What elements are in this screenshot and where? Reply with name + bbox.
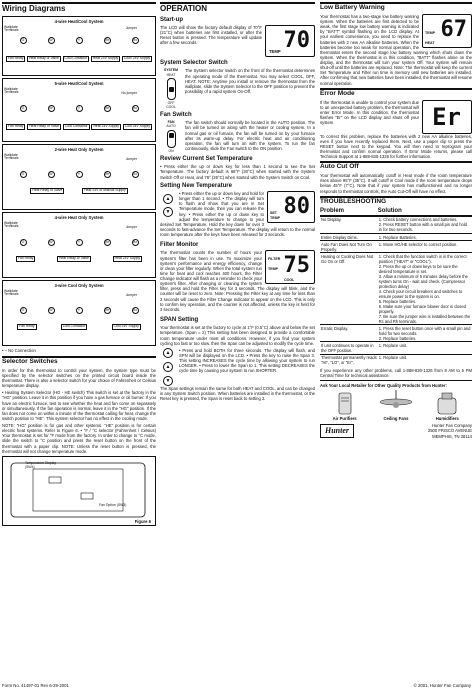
lcd-filter-label: FILTER: [268, 257, 281, 262]
terminal-Rh: Rh: [104, 106, 110, 111]
diagram-4wire-heat-only: [2, 212, 156, 278]
review-text: • Press either the up or down key for less than 1 second to see the Set Temperature. The factory default is 68°F (20°C) when started with the System Switch Off or Heat, and 78° (26°C) when started with the System Switch on Cool.: [160, 164, 315, 180]
switch-label: ON: [168, 148, 174, 153]
humidifier-icon: [432, 390, 462, 416]
load-box: Cool Contactor: [64, 123, 88, 128]
switch-label: COOL: [166, 104, 176, 109]
lcd-temp-value: 70: [283, 28, 310, 54]
wallplate-label: Wallplate Terminals: [4, 86, 19, 95]
load-row: [3, 187, 155, 195]
terminal-Rc: Rc: [132, 240, 138, 245]
lcd-temp-value: 67: [440, 16, 467, 42]
load-box: Cool Contactor: [62, 323, 86, 328]
product-ceiling-fan: [379, 390, 413, 421]
lcd-startup: [265, 25, 315, 57]
system-switch[interactable]: [167, 78, 176, 100]
selector-title: Selector Switches: [2, 356, 156, 366]
lcd-low-battery: [422, 14, 472, 48]
terminal-W: W: [49, 308, 53, 313]
diagram-title: 5-wire Heat/Cool System: [54, 80, 104, 86]
terminal-Rc: Rc: [132, 38, 138, 43]
lcd-temp-value: 80: [283, 194, 310, 219]
lcd-label: SET TEMP: [270, 211, 280, 220]
lcd-error-value: Er: [432, 102, 461, 131]
problem-cell: Entire Display Dims.: [320, 234, 378, 241]
temp-display-label: Temperature Display (SW4): [25, 460, 57, 469]
hunter-logo: Hunter: [320, 424, 354, 438]
load-box: Heat Relay or Valve: [29, 123, 60, 128]
up-key-icon[interactable]: ▲: [163, 362, 173, 372]
product-label: Air Purifiers: [332, 416, 357, 422]
problem-cell: Heating or Cooling Does Not Go On or Off.: [320, 253, 378, 325]
fan-switch-text: The fan switch should normally be located in the AUTO position. The fan will be turned on along with the heater or cooling system. In a normal gas or oil furnace, the fan will be turned on by your furnace after its warm-up delay. For electric heat and air conditioning operation, the fan will turn on with the system. To run the fan continuously, slide the Fan switch to the ON position.: [185, 120, 315, 151]
terminal-G: G: [20, 239, 27, 246]
terminal-row: [3, 104, 155, 113]
no-connection-legend: • – No Connection: [2, 347, 36, 353]
lcd-error: [422, 100, 472, 134]
terminal-W: W: [49, 106, 53, 111]
terminal-G: G: [20, 105, 27, 112]
solution-cell: 1. Replace unit.: [378, 354, 472, 366]
terminal-Y: Y: [76, 171, 83, 178]
wiring-column: [2, 2, 156, 526]
problem-header: Problem: [320, 207, 345, 214]
fan-option-label: Fan Option (SW3): [99, 502, 127, 507]
system-selector-text: The System selector switch on the front of the thermostat determines the operating mode of the thermostat. You may select COOL, OFF, HEAT. NOTE: Anytime you install or remove the thermostat from the wallplate, slide the System Selector to the OFF position to prevent the possibility of a rapid system On-Off.: [185, 68, 315, 94]
diagram-title: 4-wire Heat/Cool System: [54, 18, 104, 24]
troubleshooting-note: If you experience any other problems, call 1-888-830-1326 from 8 AM to 5 PM Central Time for technical assistance.: [320, 367, 472, 378]
table-row: [320, 325, 472, 342]
startup-title: Start-up: [160, 16, 183, 23]
down-key-icon[interactable]: ▼: [163, 376, 173, 386]
terminal-Rc: Rc: [132, 308, 138, 313]
low-battery-title: Low Battery Warning: [320, 2, 472, 12]
load-box: Fan Relay: [17, 255, 34, 260]
selector-hg-he: • Heating System Selector (HG - HE switch) This switch is set at the factory in the "HG" position. Leave it in this position if you have a gas furnace or oil burner. If you have an electric furnace, test to see whether the heat and fan come on separately or simultaneously. If the fan operation is normal, leave it in the "HG" position. If the fan does not come on within a minute of the thermostat calling for heat, change the switch position to "HE". This system selector has no effect in the cooling mode.: [2, 390, 156, 421]
updown-keys: [160, 194, 176, 217]
figure-caption: Figure 6: [134, 518, 151, 524]
terminal-Rc: Rc: [132, 106, 138, 111]
selector-fc: NOTE: "HG" position is for gas and other systems. "HE" position is for certain electric heat systems. Refer to Figure 6. • °F / °C selector (Fahrenheit / Celsius) Your thermostat is set for °F mode from the factory. In order to change to °C mode, slide the switch to °C position and press the reset button on the front of the thermostat with a paper clip. NOTE: Unless the reset button is pressed, the thermostat will not change temperature mode.: [2, 423, 156, 454]
down-key-icon[interactable]: ▼: [163, 207, 173, 217]
terminal-G: G: [20, 37, 27, 44]
startup-text: The LCD will show the factory default display of 70°F (21°C) when batteries are first installed, or after the Reset button is pressed. The temperature will update after a few seconds.: [160, 25, 262, 46]
product-air-purifier: [330, 390, 360, 421]
terminal-row: [3, 306, 155, 315]
lcd-label: TEMP: [425, 30, 435, 35]
terminal-W: W: [49, 172, 53, 177]
load-row: [3, 255, 155, 263]
load-row: [3, 123, 155, 131]
load-box: Cool/ 24V Supply: [123, 55, 151, 60]
product-humidifier: [432, 390, 462, 421]
ceiling-fan-icon: [379, 390, 413, 416]
wiring-title: Wiring Diagrams: [2, 2, 156, 14]
fan-switch-title: Fan Switch: [160, 111, 192, 118]
system-switch-graphic: [160, 68, 182, 109]
load-box: Fan Relay: [19, 323, 35, 328]
span-text-3: The Span settings remain the same for both HEAT and COOL, and can be changed in any System Switch position. When batteries are installed in the thermostat, or the Reset key is pressed, the Span is reset back to setting 2.: [160, 385, 316, 401]
terminal-row: [3, 170, 155, 179]
switch-label: SYSTEM: [164, 68, 178, 73]
terminal-Rh: Rh: [104, 38, 110, 43]
brand-row: [320, 423, 472, 438]
load-box: Heat Relay or Valve: [59, 255, 89, 260]
load-box: Fan Relay: [7, 123, 24, 128]
diagram-3wire-cool-only: [2, 280, 156, 346]
load-box: Cool 24V Supply: [124, 123, 151, 128]
solution-cell: 1. Press the reset button once with a small pin and hold for two seconds. 2. Replace batteries.: [378, 325, 471, 341]
lcd-label: TEMP: [269, 48, 281, 54]
span-title: SPAN Setting: [160, 316, 199, 323]
up-key-icon[interactable]: ▲: [163, 194, 173, 204]
solution-cell: 1. Check battery connections and batteries. 2. Press RESET button with a small pin and hold in for two seconds.: [378, 216, 472, 233]
wallplate-label: Wallplate Terminals: [4, 152, 19, 161]
review-title: Review Current Set Temperature: [160, 156, 253, 162]
switch-label: HEAT: [166, 72, 176, 77]
lcd-mode-label: HEAT: [425, 40, 435, 45]
load-box: Heat 24V or Millivolt Supply: [84, 187, 126, 192]
wallplate-label: Wallplate Terminals: [4, 24, 19, 33]
figure-6: [2, 456, 156, 526]
load-row: [3, 55, 155, 63]
diagram-2wire-heat-only: [2, 144, 156, 210]
table-row: [320, 234, 472, 241]
selector-intro: In order for this thermostat to control your system, the system type must be specified by the selector switches on the printed circuit board inside the thermostat. There is also a selector switch for your choice of Fahrenheit or Celsius temperature display.: [2, 367, 156, 389]
load-box: Cool Contactor: [64, 55, 88, 60]
error-mode-text-2: To correct this problem, replace the batteries with 2 new AA alkaline batteries, even if you have recently replaced them. Next, use a paper clip to press the RESET button next to the keypad. You will then need to reprogram your thermostat and confirm normal operation. If Error Mode returns, please call Technical Support at 1-888-830-1326 for further information.: [320, 133, 472, 160]
lcd-mode-label: COOL: [284, 278, 295, 283]
terminal-Y: Y: [76, 37, 83, 44]
lcd-set-temp: [267, 191, 315, 223]
operation-title: OPERATION: [160, 2, 315, 14]
solution-cell: 1. Move HG/HE selector to correct position.: [378, 241, 472, 253]
ask-retailer: Ask Your Local Retailer for Other Quality Products from Hunter:: [320, 380, 472, 388]
problem-cell: Thermostat permanently reads "HI", "LO", or "Er".: [321, 355, 377, 366]
span-keys: [160, 348, 176, 386]
filter-title: Filter Monitor: [160, 242, 199, 249]
solution-cell: 1. Replace Batteries.: [378, 234, 472, 241]
diagram-4wire-heat-cool: [2, 16, 156, 76]
product-label: Humidifiers: [435, 416, 459, 422]
jumper-label: Jumper: [125, 156, 137, 161]
problem-cell: If unit continues to operate in the OFF position.: [320, 342, 378, 354]
auto-cut-off-title: Auto Cut Off: [320, 161, 472, 171]
diagram-5wire-heat-cool: [2, 78, 156, 142]
span-text-1: Your thermostat is set at the factory to cycle at 1°F (0.5°C) above and below the set temperature. (Span = 2) This setting has been designed to provide a comfortable room temperature under most all conditions. However, if you find your system cycling too fast or too slow, then the Span can be adjusted to modify the cycle time.: [160, 325, 315, 346]
jumper-label: Jumper: [125, 292, 137, 297]
table-row: [320, 216, 472, 233]
troubleshooting-title: TROUBLESHOOTING: [320, 196, 472, 206]
solution-cell: 1. Check that the function switch is in the correct position ("HEAT" or "COOL"). 2. Press the up or down keys to be sure the desired temperature is set. 3. Allow a minimum of 5 minutes delay before the system turns On - wait and check. (Compressor protection delay) 4. Check your circuit breakers and switches to ensure power to the system is on. 5. Replace batteries. 6. Make sure your furnace blower door is closed properly. 7. Be sure the jumper wire is installed between the Rc and Rh terminals.: [378, 253, 471, 324]
lcd-filter: [265, 250, 315, 284]
load-box: Heat Relay or Valve: [28, 55, 59, 60]
terminal-row: [3, 238, 155, 247]
new-temp-text: • Press either the up or down key and hold for longer than 1 second. • The display will turn to flash and show that you are in Set Temperature mode, then you can release the key. • Press either the up or down key to adjust the temperature to change to your desired Set Temperature. Hold the key down for over 3 seconds to fast-advance the Set Temperature. The display will return to the normal room temperature after the keys have been released for 3 seconds.: [160, 191, 315, 237]
terminal-W: W: [49, 38, 53, 43]
diagram-title: 3-wire Cool Only System: [54, 282, 104, 288]
filter-text: The thermostat counts the number of hours your system's filter has been in use. To maximize your system's performance and energy efficiency, change or clean your filter regularly. When the total system run time for heat and cool reaches 400 hours, the Filter Change Indicator will flash as a reminder to check your system's filter. After changing or cleaning the system filter, press and hold the Filter key for 3 seconds. The display will blink, and the counter will be reset to zero. Note: Pressing the Filter key at any time for less than 3 seconds will cause the Filter Change Indicator to appear on the LCD. This is only to confirm key operation, and the counter is not affected, unless the key is held for 3 seconds.: [160, 250, 315, 312]
terminal-Y: Y: [76, 307, 83, 314]
load-box: Heat 24V Supply: [93, 123, 119, 128]
span-text-2: • Press and hold BOTH for three seconds. The display will flash, and SPN will be displayed on the LCD. • Press the key to raise the Span 3. This setting INCREASES the cycle time by allowing your system to run LONGER. • Press to lower the Span to 1. This setting DECREASES the cycle time by causing your system to run SHORTER.: [179, 347, 315, 374]
load-box: Fan Relay: [7, 55, 24, 60]
switch-label: AUTO: [166, 124, 176, 129]
terminal-Rh: Rh: [104, 240, 110, 245]
new-temp-title: Setting New Temperature: [160, 182, 232, 189]
table-row: [320, 241, 472, 253]
system-selector-title: System Selector Switch: [160, 60, 228, 67]
terminal-G: G: [20, 307, 27, 314]
switch-label: OFF: [167, 100, 175, 105]
jumper-label: No jumper: [121, 90, 137, 95]
wallplate-label: Wallplate Terminals: [4, 220, 19, 229]
terminal-Y: Y: [76, 105, 83, 112]
diagram-title: 4-wire Heat Only System: [54, 214, 104, 220]
terminal-row: [3, 36, 155, 45]
table-row: [320, 253, 472, 325]
load-box: Heat 24V Supply: [92, 55, 119, 60]
solution-header: Solution: [377, 207, 402, 214]
terminal-Rh: Rh: [104, 308, 110, 313]
load-box: Cool 24V Supply: [113, 323, 139, 328]
auto-cut-off-text: Your thermostat will automatically cutoff in Heat mode if the room temperature rises above 95°F (35°C). It will cutoff in Cool mode if the room temperature drops below 45°F (7°C). Note that if your system has malfunctioned and no longer responds to thermostat controls, the Auto Cut-Off will have no effect.: [320, 173, 472, 194]
error-mode-text-1: If the thermostat is unable to control your system due to an unexpected battery problem, the thermostat will enter Error Mode. In this condition, the thermostat flashes "Er" on the LCD display and shuts off your system.: [320, 99, 419, 126]
problem-cell: No Display.: [320, 216, 378, 233]
terminal-Rc: Rc: [132, 172, 138, 177]
switch-label: FAN: [167, 120, 175, 125]
air-purifier-icon: [330, 390, 360, 416]
terminal-Rh: Rh: [104, 172, 110, 177]
terminal-W: W: [49, 240, 53, 245]
troubleshooting-header: [320, 208, 472, 216]
troubleshooting-table: [320, 216, 472, 366]
load-box: Heat 24V Supply: [114, 255, 141, 260]
load-box: Heat Relay or Valve: [32, 187, 63, 192]
operation-column: [160, 2, 315, 403]
problem-cell: Auto Fan Does Not Turn On Properly.: [320, 241, 378, 253]
lcd-label: TEMP: [268, 267, 278, 272]
terminal-Y: Y: [76, 239, 83, 246]
load-row: [3, 323, 155, 331]
table-row: [320, 354, 472, 366]
troubleshooting-column: [320, 2, 472, 439]
error-mode-title: Error Mode: [320, 88, 472, 98]
lcd-temp-value: 75: [283, 253, 310, 279]
fan-switch-graphic: [160, 120, 182, 152]
product-row: [320, 390, 472, 421]
wallplate-label: Wallplate Terminals: [4, 288, 19, 297]
fan-switch[interactable]: [167, 130, 176, 148]
solution-cell: 1. Replace unit.: [378, 342, 472, 354]
jumper-label: Jumper: [125, 25, 137, 30]
company-address: Hunter Fan Company 2500 FRISCO AVENUE MEMPHIS, TN 38114: [427, 423, 472, 439]
low-battery-text: Your thermostat has a two-stage low battery warning system. When the batteries are first detected to be weak, the first stage low battery warning is indicated by "BATT" symbol flashing on the LCD display. At your earliest convenience, you need to replace the batteries with 2 new AA alkaline batteries. When the batteries become too weak for normal operation, the thermostat enters the second stage low battery warning which shuts down the system. When the thermostat is in this condition, "BATT" flashes alone on the display, and the thermostat will turn your system Off. Your system will remain shut-off until the batteries are replaced. Note: The thermostat will keep the current Set Temperature and Filter run time in memory until new batteries are installed. After confirming that new batteries have been installed, the thermostat will resume normal operation.: [320, 13, 472, 86]
copyright: © 2001, Hunter Fan Company: [413, 682, 471, 688]
jumper-label: Jumper: [125, 224, 137, 229]
problem-cell: Erratic Display.: [320, 325, 378, 342]
table-row: [320, 342, 472, 354]
terminal-G: G: [20, 171, 27, 178]
product-label: Ceiling Fans: [383, 416, 409, 422]
diagram-title: 2-wire Heat Only System: [54, 146, 104, 152]
up-key-icon[interactable]: ▲: [163, 348, 173, 358]
form-number: Form No. 41497-01 Rev 6-29-2001: [2, 682, 69, 688]
